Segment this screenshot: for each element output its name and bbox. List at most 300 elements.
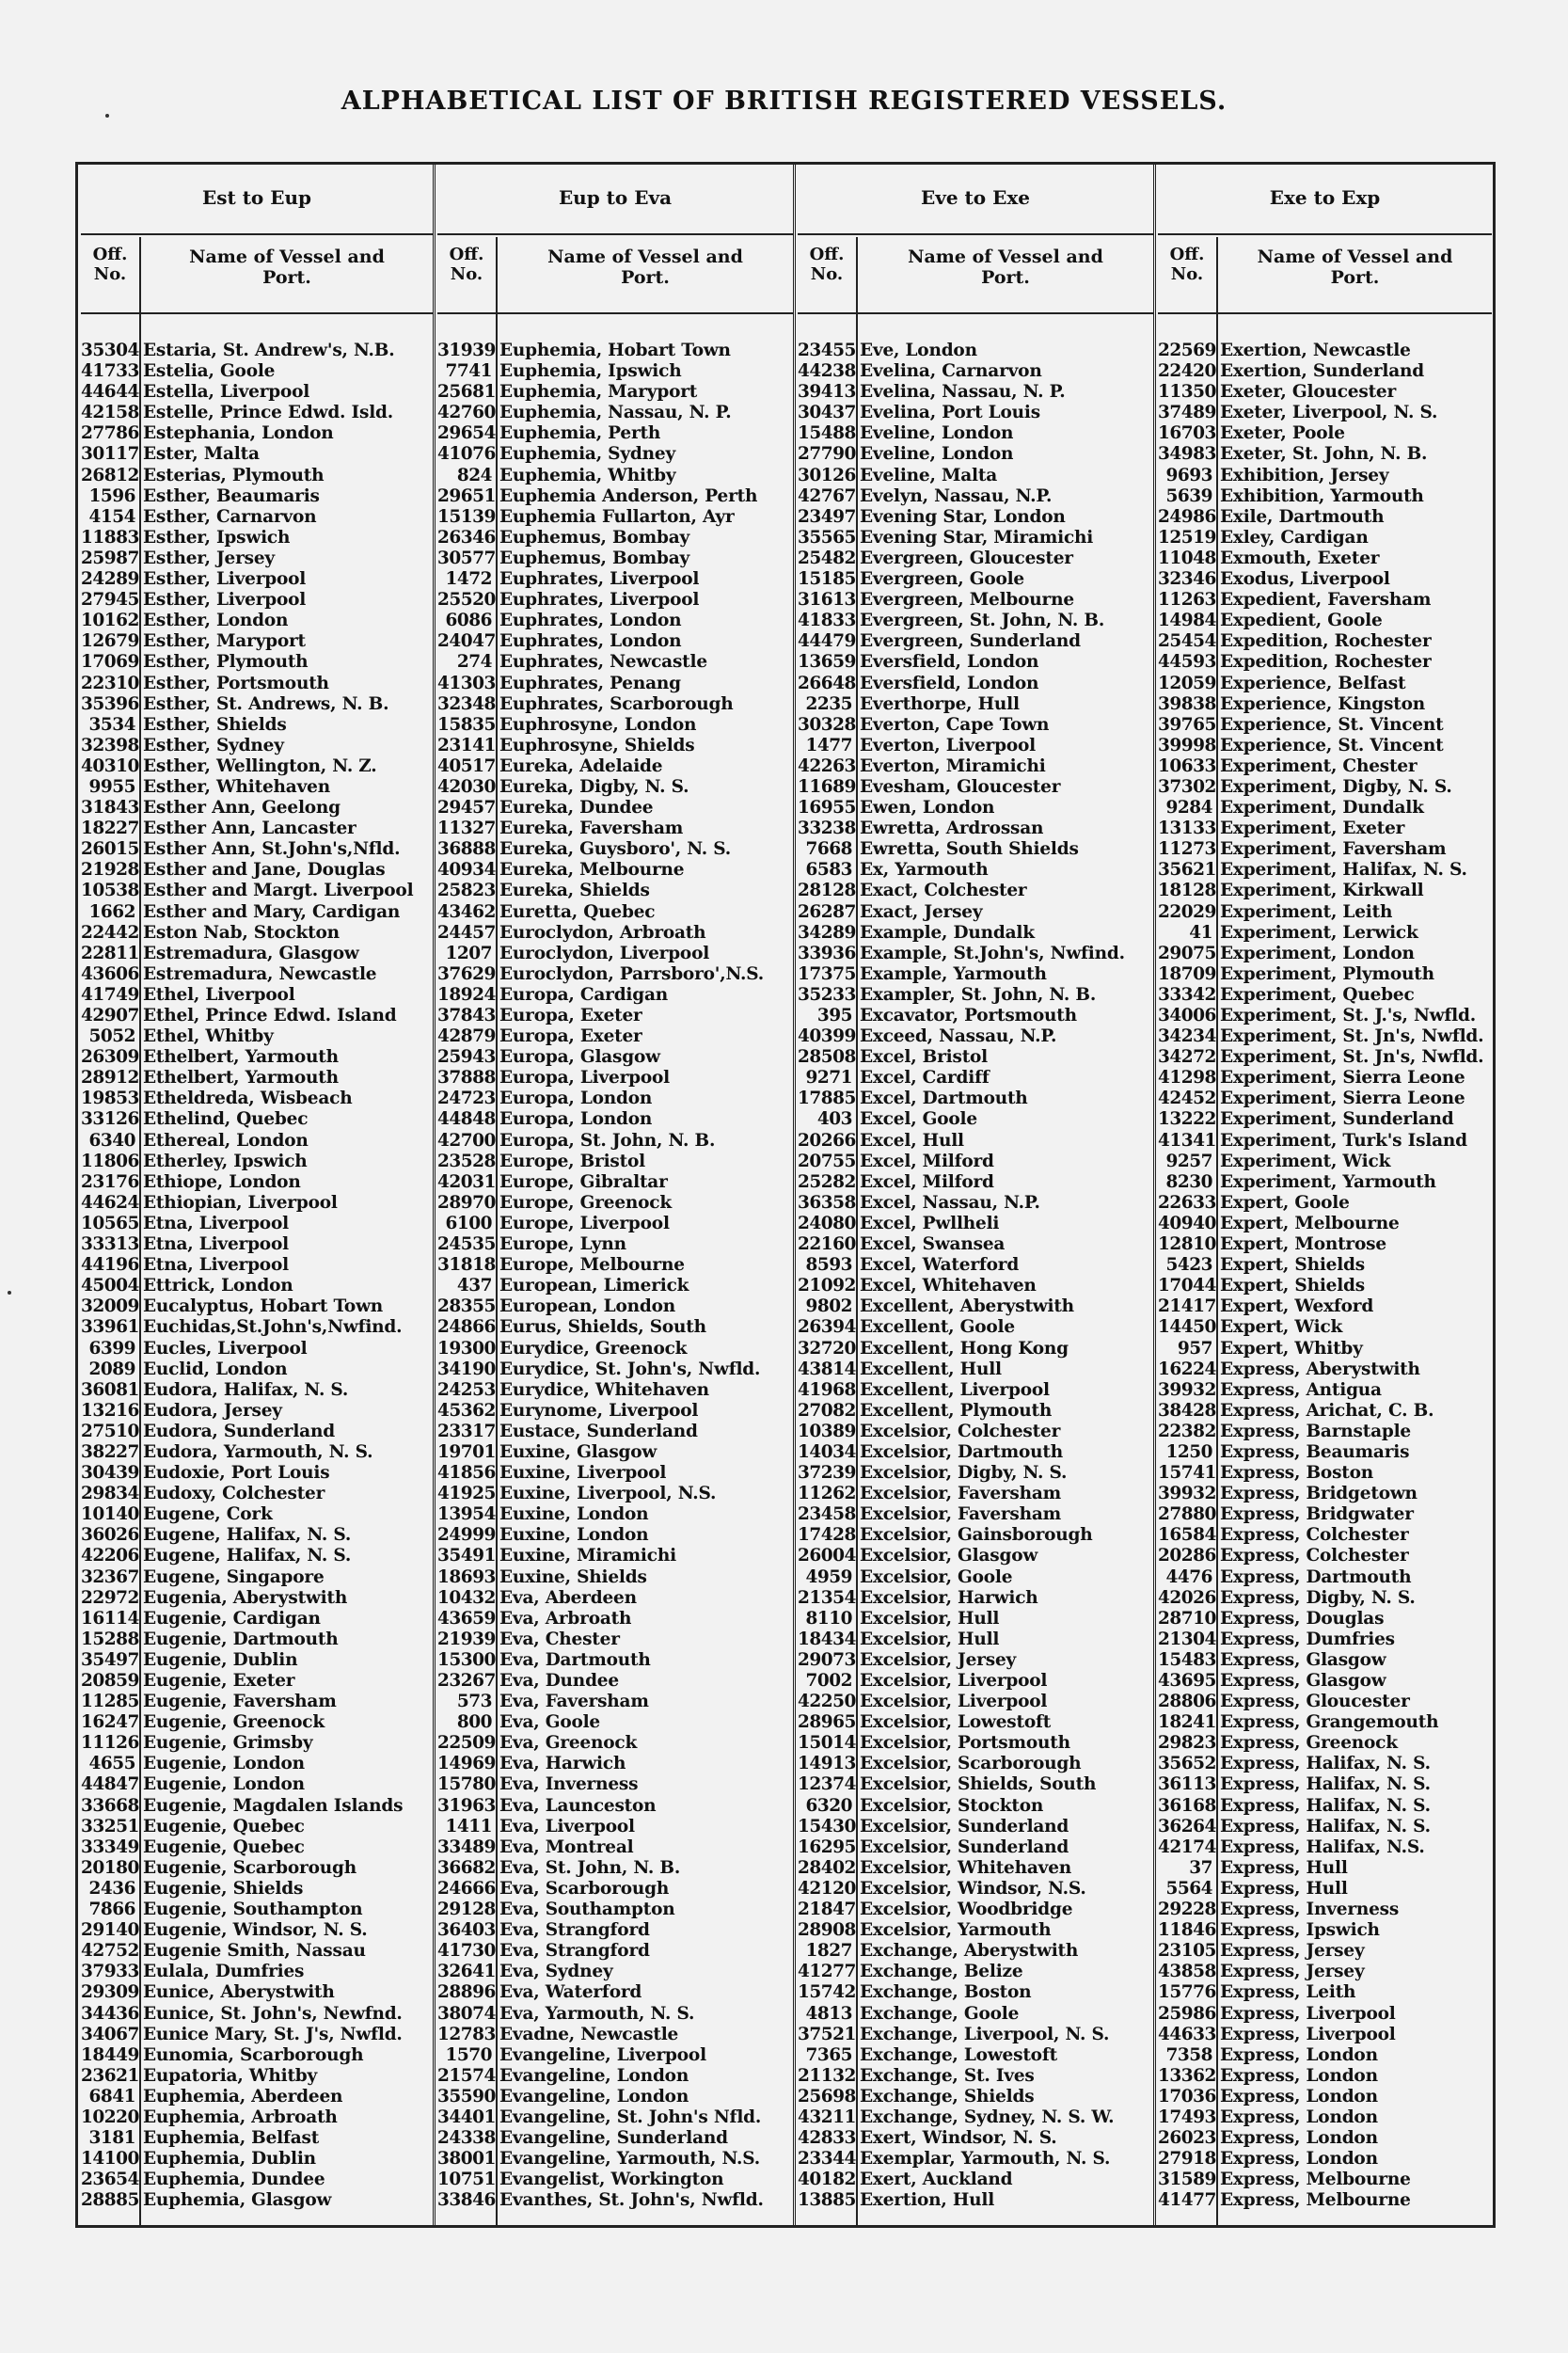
- list-item: [437, 1172, 793, 1193]
- vessel-name-port: Evelina, Port Louis: [860, 403, 1040, 423]
- list-item: [81, 2107, 433, 2128]
- list-item: [798, 2004, 1153, 2025]
- list-item: [798, 1546, 1153, 1566]
- vessel-name-port: Eureka, Digby, N. S.: [499, 776, 689, 797]
- vessel-name-port: Esther, Whitehaven: [143, 776, 330, 797]
- list-item: [437, 1588, 793, 1609]
- official-number: 17069: [81, 652, 139, 673]
- list-item: [81, 674, 433, 694]
- list-item: [437, 2025, 793, 2045]
- vessel-name-port: Eurus, Shields, South: [499, 1317, 706, 1338]
- list-item: [798, 944, 1153, 964]
- list-item: [437, 1609, 793, 1630]
- official-number: 10389: [798, 1421, 856, 1441]
- official-number: 37: [1189, 1857, 1212, 1878]
- official-number: 9693: [1165, 465, 1212, 485]
- vessel-name-port: Esther Ann, St.John's,Nfld.: [143, 839, 401, 860]
- official-number: 37843: [437, 1006, 496, 1025]
- official-number: 33489: [437, 1836, 496, 1857]
- vessel-name-port: Esther and Margt. Liverpool: [143, 881, 414, 901]
- vessel-name-port: Euxine, Miramichi: [499, 1546, 676, 1566]
- vessel-name-port: Express, Antigua: [1220, 1379, 1382, 1400]
- official-number: 10751: [437, 2170, 496, 2190]
- vessel-name-port: Express, Dumfries: [1220, 1629, 1395, 1649]
- list-item: [1158, 2004, 1492, 2025]
- official-number: 23654: [81, 2170, 139, 2190]
- list-item: [798, 1879, 1153, 1900]
- vessel-name-port: Europe, Liverpool: [499, 1213, 670, 1233]
- official-number: 23458: [798, 1504, 856, 1525]
- list-item: [1158, 1774, 1492, 1795]
- official-number: 33961: [81, 1317, 139, 1338]
- list-item: [798, 444, 1153, 465]
- list-item: [81, 798, 433, 819]
- vessel-name-port: Euphemus, Bombay: [499, 527, 690, 548]
- list-item: [437, 1712, 793, 1733]
- official-number: 11883: [81, 527, 139, 548]
- vessel-name-port: Euphemia, Dundee: [143, 2170, 325, 2190]
- official-number: 10162: [81, 611, 139, 631]
- official-number: 40934: [437, 860, 496, 881]
- list-item: [1158, 2045, 1492, 2066]
- vessel-name-port: Ethelind, Quebec: [143, 1109, 309, 1130]
- official-number: 26812: [81, 465, 139, 485]
- vessel-name-port: Etna, Liverpool: [143, 1213, 289, 1233]
- vessel-name-port: Express, Aberystwith: [1220, 1359, 1420, 1379]
- list-item: [81, 1422, 433, 1442]
- list-item: [437, 2190, 793, 2211]
- vessel-name-port: Euphemia, Hobart Town: [499, 341, 731, 360]
- official-number: 957: [1177, 1338, 1212, 1359]
- official-number: 437: [456, 1276, 492, 1296]
- vessel-list-column: [1158, 162, 1492, 2228]
- vessel-name-port: Ethiopian, Liverpool: [143, 1192, 338, 1213]
- vessel-name-port: Express, Liverpool: [1220, 2024, 1396, 2044]
- vessel-name-port: Eversfield, London: [860, 673, 1039, 693]
- vessel-name-port: Eva, Aberdeen: [499, 1587, 637, 1608]
- official-number: 39932: [1158, 1484, 1216, 1504]
- list-item: [437, 1982, 793, 2003]
- official-number: 29073: [798, 1649, 856, 1670]
- vessel-name-port: Expedition, Rochester: [1220, 652, 1432, 673]
- official-number: 18128: [1158, 881, 1216, 901]
- list-item: [798, 2170, 1153, 2190]
- official-number: 33349: [81, 1836, 139, 1857]
- vessel-name-port: Europa, Liverpool: [499, 1068, 670, 1089]
- vessel-name-port: Esther, Sydney: [143, 735, 284, 755]
- official-number: 42700: [437, 1130, 496, 1151]
- vessel-name-port: Experiment, Plymouth: [1220, 963, 1434, 984]
- vessel-name-port: Exchange, Boston: [860, 1982, 1032, 2003]
- list-item: [437, 652, 793, 673]
- list-item: [1158, 2170, 1492, 2190]
- official-number: 4959: [805, 1566, 852, 1587]
- official-number: 40517: [437, 755, 496, 776]
- list-item: [798, 590, 1153, 611]
- official-number: 28912: [81, 1068, 139, 1089]
- vessel-name-port: Euphemia, Glasgow: [143, 2190, 332, 2211]
- vessel-name-port: Exley, Cardigan: [1220, 527, 1369, 548]
- official-number: 20286: [1158, 1546, 1216, 1566]
- list-item: [1158, 507, 1492, 528]
- vessel-name-header: Name of Vessel and Port.: [1257, 246, 1453, 288]
- official-number: 13216: [81, 1400, 139, 1421]
- official-number: 37629: [437, 963, 496, 984]
- official-number: 25987: [81, 548, 139, 568]
- official-number: 43695: [1158, 1671, 1216, 1691]
- vessel-name-port: Excelsior, Jersey: [860, 1649, 1017, 1670]
- vessel-name-port: Eucles, Liverpool: [143, 1338, 308, 1359]
- official-number: 11263: [1158, 590, 1216, 611]
- list-item: [81, 1339, 433, 1359]
- list-item: [437, 1796, 793, 1817]
- official-number: 28508: [798, 1047, 856, 1068]
- vessel-name-port: Express, Halifax, N. S.: [1220, 1795, 1431, 1816]
- vessel-name-port: Experience, St. Vincent: [1220, 735, 1444, 755]
- list-item: [81, 1089, 433, 1109]
- vessel-name-port: Experience, St. Vincent: [1220, 714, 1444, 735]
- vessel-name-port: Excelsior, Yarmouth: [860, 1920, 1052, 1941]
- vessel-name-port: Esther, Jersey: [143, 548, 275, 568]
- list-item: [1158, 1692, 1492, 1712]
- vessel-name-port: Eurydice, Greenock: [499, 1338, 688, 1359]
- vessel-name-port: Eugenie, Scarborough: [143, 1857, 356, 1878]
- list-item: [1158, 902, 1492, 923]
- vessel-name-port: Eureka, Shields: [499, 881, 650, 901]
- official-number: 22160: [798, 1234, 856, 1255]
- official-number: 17885: [798, 1089, 856, 1109]
- list-item: [81, 2190, 433, 2211]
- official-number: 35590: [437, 2086, 496, 2107]
- list-item: [1158, 2025, 1492, 2045]
- list-item: [1158, 1671, 1492, 1692]
- official-number: 22509: [437, 1733, 496, 1754]
- vessel-name-port: Exact, Colchester: [860, 881, 1027, 901]
- header-rule: [1158, 233, 1492, 235]
- official-number: 24535: [437, 1234, 496, 1255]
- list-item: [798, 382, 1153, 403]
- list-item: [1158, 756, 1492, 777]
- official-number: 16703: [1158, 423, 1216, 444]
- list-item: [798, 1317, 1153, 1338]
- vessel-name-port: Excellent, Hull: [860, 1359, 1002, 1379]
- official-number: 25520: [437, 590, 496, 611]
- list-item: [81, 923, 433, 944]
- list-item: [798, 1982, 1153, 2003]
- vessel-name-port: Exchange, Shields: [860, 2086, 1035, 2107]
- list-item: [798, 777, 1153, 798]
- official-number: 25943: [437, 1047, 496, 1068]
- vessel-entries: [81, 341, 433, 2211]
- list-item: [81, 736, 433, 756]
- vessel-name-port: Excelsior, Glasgow: [860, 1546, 1038, 1566]
- official-number: 29457: [437, 798, 496, 819]
- official-number: 38428: [1158, 1400, 1216, 1421]
- list-item: [798, 923, 1153, 944]
- vessel-name-port: Express, Glasgow: [1220, 1671, 1386, 1691]
- list-item: [437, 1941, 793, 1962]
- list-item: [437, 1109, 793, 1130]
- official-number: 17428: [798, 1525, 856, 1546]
- list-item: [798, 1567, 1153, 1588]
- list-item: [81, 361, 433, 382]
- official-number: 45004: [81, 1276, 139, 1296]
- vessel-name-port: Excelsior, Gainsborough: [860, 1525, 1093, 1546]
- column-range-header: Est to Eup: [201, 186, 311, 209]
- official-number: 36168: [1158, 1795, 1216, 1816]
- list-item: [437, 839, 793, 860]
- vessel-name-port: Excel, Milford: [860, 1151, 994, 1171]
- official-number: 25482: [798, 548, 856, 568]
- list-item: [437, 923, 793, 944]
- list-item: [437, 2004, 793, 2025]
- list-item: [437, 1422, 793, 1442]
- official-number: 6086: [445, 611, 492, 631]
- official-number: 7668: [805, 839, 852, 860]
- vessel-name-port: Expert, Melbourne: [1220, 1213, 1400, 1233]
- official-number: 23497: [798, 506, 856, 527]
- official-number: 22420: [1158, 361, 1216, 382]
- official-number: 17044: [1158, 1276, 1216, 1296]
- vessel-name-port: Euxine, London: [499, 1504, 649, 1525]
- vessel-name-port: Example, St.John's, Nwfind.: [860, 943, 1125, 963]
- official-number: 5052: [88, 1026, 135, 1047]
- vessel-name-port: Express, Arichat, C. B.: [1220, 1400, 1434, 1421]
- vessel-name-port: Experiment, Sierra Leone: [1220, 1089, 1465, 1109]
- official-number: 35621: [1158, 860, 1216, 881]
- list-item: [1158, 1796, 1492, 1817]
- official-number: 41076: [437, 444, 496, 465]
- official-number: 28908: [798, 1920, 856, 1941]
- list-item: [1158, 1006, 1492, 1026]
- vessel-name-port: Eureka, Dundee: [499, 798, 654, 819]
- vessel-name-port: Esther, Portsmouth: [143, 673, 329, 693]
- list-item: [1158, 1484, 1492, 1504]
- official-number: 41833: [798, 611, 856, 631]
- vessel-name-port: Excel, Swansea: [860, 1234, 1006, 1255]
- vessel-name-port: Euroclydon, Liverpool: [499, 943, 710, 963]
- official-number: 32346: [1158, 569, 1216, 590]
- official-number: 30439: [81, 1463, 139, 1484]
- list-item: [798, 1172, 1153, 1193]
- vessel-name-port: Euphemia, Aberdeen: [143, 2086, 343, 2107]
- list-item: [437, 756, 793, 777]
- official-number: 6340: [88, 1130, 135, 1151]
- list-item: [1158, 1712, 1492, 1733]
- list-item: [437, 1296, 793, 1317]
- list-item: [1158, 1733, 1492, 1754]
- official-number: 25681: [437, 382, 496, 403]
- list-item: [798, 1401, 1153, 1422]
- list-item: [798, 674, 1153, 694]
- official-number: 29309: [81, 1982, 139, 2003]
- official-number: 27918: [1158, 2149, 1216, 2170]
- vessel-name-port: Eva, Montreal: [499, 1836, 634, 1857]
- list-item: [1158, 1047, 1492, 1068]
- official-number: 31939: [437, 341, 496, 360]
- vessel-name-port: Exertion, Hull: [860, 2190, 995, 2211]
- official-number: 42026: [1158, 1587, 1216, 1608]
- vessel-name-port: Eugenie, Grimsby: [143, 1733, 313, 1754]
- list-item: [1158, 1255, 1492, 1276]
- list-item: [437, 1339, 793, 1359]
- official-number: 14034: [798, 1441, 856, 1462]
- list-item: [798, 1712, 1153, 1733]
- official-number: 26346: [437, 527, 496, 548]
- official-number: 18449: [81, 2044, 139, 2065]
- list-item: [81, 1172, 433, 1193]
- official-number: 27510: [81, 1421, 139, 1441]
- vessel-name-port: Experiment, St. Jn's, Nwfld.: [1220, 1026, 1484, 1047]
- official-number: 13885: [798, 2190, 856, 2211]
- list-item: [81, 1380, 433, 1401]
- official-number: 41925: [437, 1484, 496, 1504]
- list-item: [437, 1193, 793, 1214]
- vessel-name-port: Euroclydon, Arbroath: [499, 922, 706, 943]
- column-range-header: Eup to Eva: [558, 186, 673, 209]
- list-item: [81, 611, 433, 631]
- official-number: 1662: [88, 901, 135, 922]
- vessel-name-port: Experiment, Wick: [1220, 1151, 1391, 1171]
- vessel-name-port: Excelsior, Goole: [860, 1566, 1013, 1587]
- list-item: [1158, 1588, 1492, 1609]
- list-item: [81, 569, 433, 590]
- official-number: 37521: [798, 2024, 856, 2044]
- vessel-name-port: Eunice, St. John's, Newfnd.: [143, 2003, 403, 2024]
- list-item: [1158, 1442, 1492, 1463]
- official-number: 5423: [1165, 1255, 1212, 1276]
- official-number: 15742: [798, 1982, 856, 2003]
- official-number: 39932: [1158, 1379, 1216, 1400]
- list-item: [81, 1837, 433, 1858]
- vessel-name-port: Evadne, Newcastle: [499, 2024, 679, 2044]
- official-number: 28402: [798, 1857, 856, 1878]
- list-item: [81, 528, 433, 549]
- official-number: 41730: [437, 1941, 496, 1962]
- official-number: 42030: [437, 776, 496, 797]
- list-item: [437, 694, 793, 715]
- official-number: 28896: [437, 1982, 496, 2003]
- vessel-name-header: Name of Vessel and Port.: [189, 246, 385, 288]
- list-item: [437, 1837, 793, 1858]
- official-number: 44479: [798, 631, 856, 652]
- official-number: 12810: [1158, 1234, 1216, 1255]
- official-number: 18709: [1158, 963, 1216, 984]
- vessel-name-port: Express, Bridgwater: [1220, 1504, 1414, 1525]
- list-item: [81, 2045, 433, 2066]
- list-item: [1158, 1630, 1492, 1650]
- vessel-name-port: Evangeline, London: [499, 2086, 689, 2107]
- official-number: 35497: [81, 1649, 139, 1670]
- official-number: 9284: [1165, 798, 1212, 819]
- vessel-name-port: Excel, Whitehaven: [860, 1276, 1037, 1296]
- official-number: 36403: [437, 1920, 496, 1941]
- official-number: 8593: [805, 1255, 852, 1276]
- official-number: 9257: [1165, 1151, 1212, 1171]
- list-item: [1158, 1296, 1492, 1317]
- vessel-name-port: Euxine, Shields: [499, 1566, 647, 1587]
- list-item: [437, 2045, 793, 2066]
- vessel-name-port: Eva, Faversham: [499, 1692, 649, 1712]
- list-item: [798, 611, 1153, 631]
- official-number: 25698: [798, 2086, 856, 2107]
- list-item: [437, 611, 793, 631]
- official-number: 41968: [798, 1379, 856, 1400]
- list-item: [437, 2107, 793, 2128]
- list-item: [798, 1276, 1153, 1296]
- list-item: [81, 1234, 433, 1255]
- official-number: 8110: [805, 1608, 852, 1629]
- list-item: [798, 1152, 1153, 1172]
- list-item: [798, 1068, 1153, 1089]
- vessel-name-port: Experiment, London: [1220, 943, 1415, 963]
- vessel-name-port: Everton, Liverpool: [860, 735, 1036, 755]
- vessel-name-port: Express, London: [1220, 2065, 1378, 2086]
- list-item: [81, 1546, 433, 1566]
- official-number: 41856: [437, 1463, 496, 1484]
- vessel-name-port: Esther, Plymouth: [143, 652, 309, 673]
- list-item: [1158, 403, 1492, 423]
- list-item: [437, 1276, 793, 1296]
- list-item: [798, 985, 1153, 1006]
- list-item: [81, 507, 433, 528]
- list-item: [81, 1152, 433, 1172]
- list-item: [81, 985, 433, 1006]
- vessel-name-port: Evergreen, Melbourne: [860, 590, 1074, 611]
- official-number: 38227: [81, 1441, 139, 1462]
- vessel-name-port: Eupatoria, Whitby: [143, 2065, 318, 2086]
- official-number: 15288: [81, 1629, 139, 1649]
- official-number: 13659: [798, 652, 856, 673]
- official-number: 5639: [1165, 485, 1212, 506]
- official-number: 12059: [1158, 673, 1216, 693]
- official-number: 26004: [798, 1546, 856, 1566]
- vessel-name-port: Esther, Liverpool: [143, 569, 307, 590]
- list-item: [798, 2025, 1153, 2045]
- official-number: 38001: [437, 2149, 496, 2170]
- vessel-name-port: Ex, Yarmouth: [860, 860, 989, 881]
- subheader-rule: [437, 312, 793, 314]
- vessel-name-port: Express, Jersey: [1220, 1962, 1365, 1982]
- official-number: 26287: [798, 901, 856, 922]
- official-number: 32348: [437, 693, 496, 714]
- list-item: [1158, 1152, 1492, 1172]
- official-number: 2235: [805, 693, 852, 714]
- vessel-name-port: Eugenie, Exeter: [143, 1671, 295, 1691]
- vessel-name-port: Eve, London: [860, 341, 977, 360]
- list-item: [798, 423, 1153, 444]
- official-number: 41749: [81, 984, 139, 1005]
- vessel-name-port: Esther, Ipswich: [143, 527, 291, 548]
- list-item: [81, 466, 433, 486]
- official-number: 32641: [437, 1962, 496, 1982]
- official-number: 29651: [437, 485, 496, 506]
- list-item: [798, 1630, 1153, 1650]
- list-item: [437, 1774, 793, 1795]
- list-item: [81, 444, 433, 465]
- vessel-name-port: Expert, Shields: [1220, 1276, 1365, 1296]
- official-number: 15776: [1158, 1982, 1216, 2003]
- official-number: 31589: [1158, 2170, 1216, 2190]
- vessel-name-port: Eva, Waterford: [499, 1982, 642, 2003]
- official-number: 16295: [798, 1836, 856, 1857]
- list-item: [437, 1733, 793, 1754]
- vessel-name-port: Euphemia, Perth: [499, 423, 661, 444]
- list-item: [1158, 1463, 1492, 1484]
- vessel-name-port: Exact, Jersey: [860, 901, 983, 922]
- vessel-name-port: Excelsior, Scarborough: [860, 1754, 1082, 1774]
- official-number: 34983: [1158, 444, 1216, 465]
